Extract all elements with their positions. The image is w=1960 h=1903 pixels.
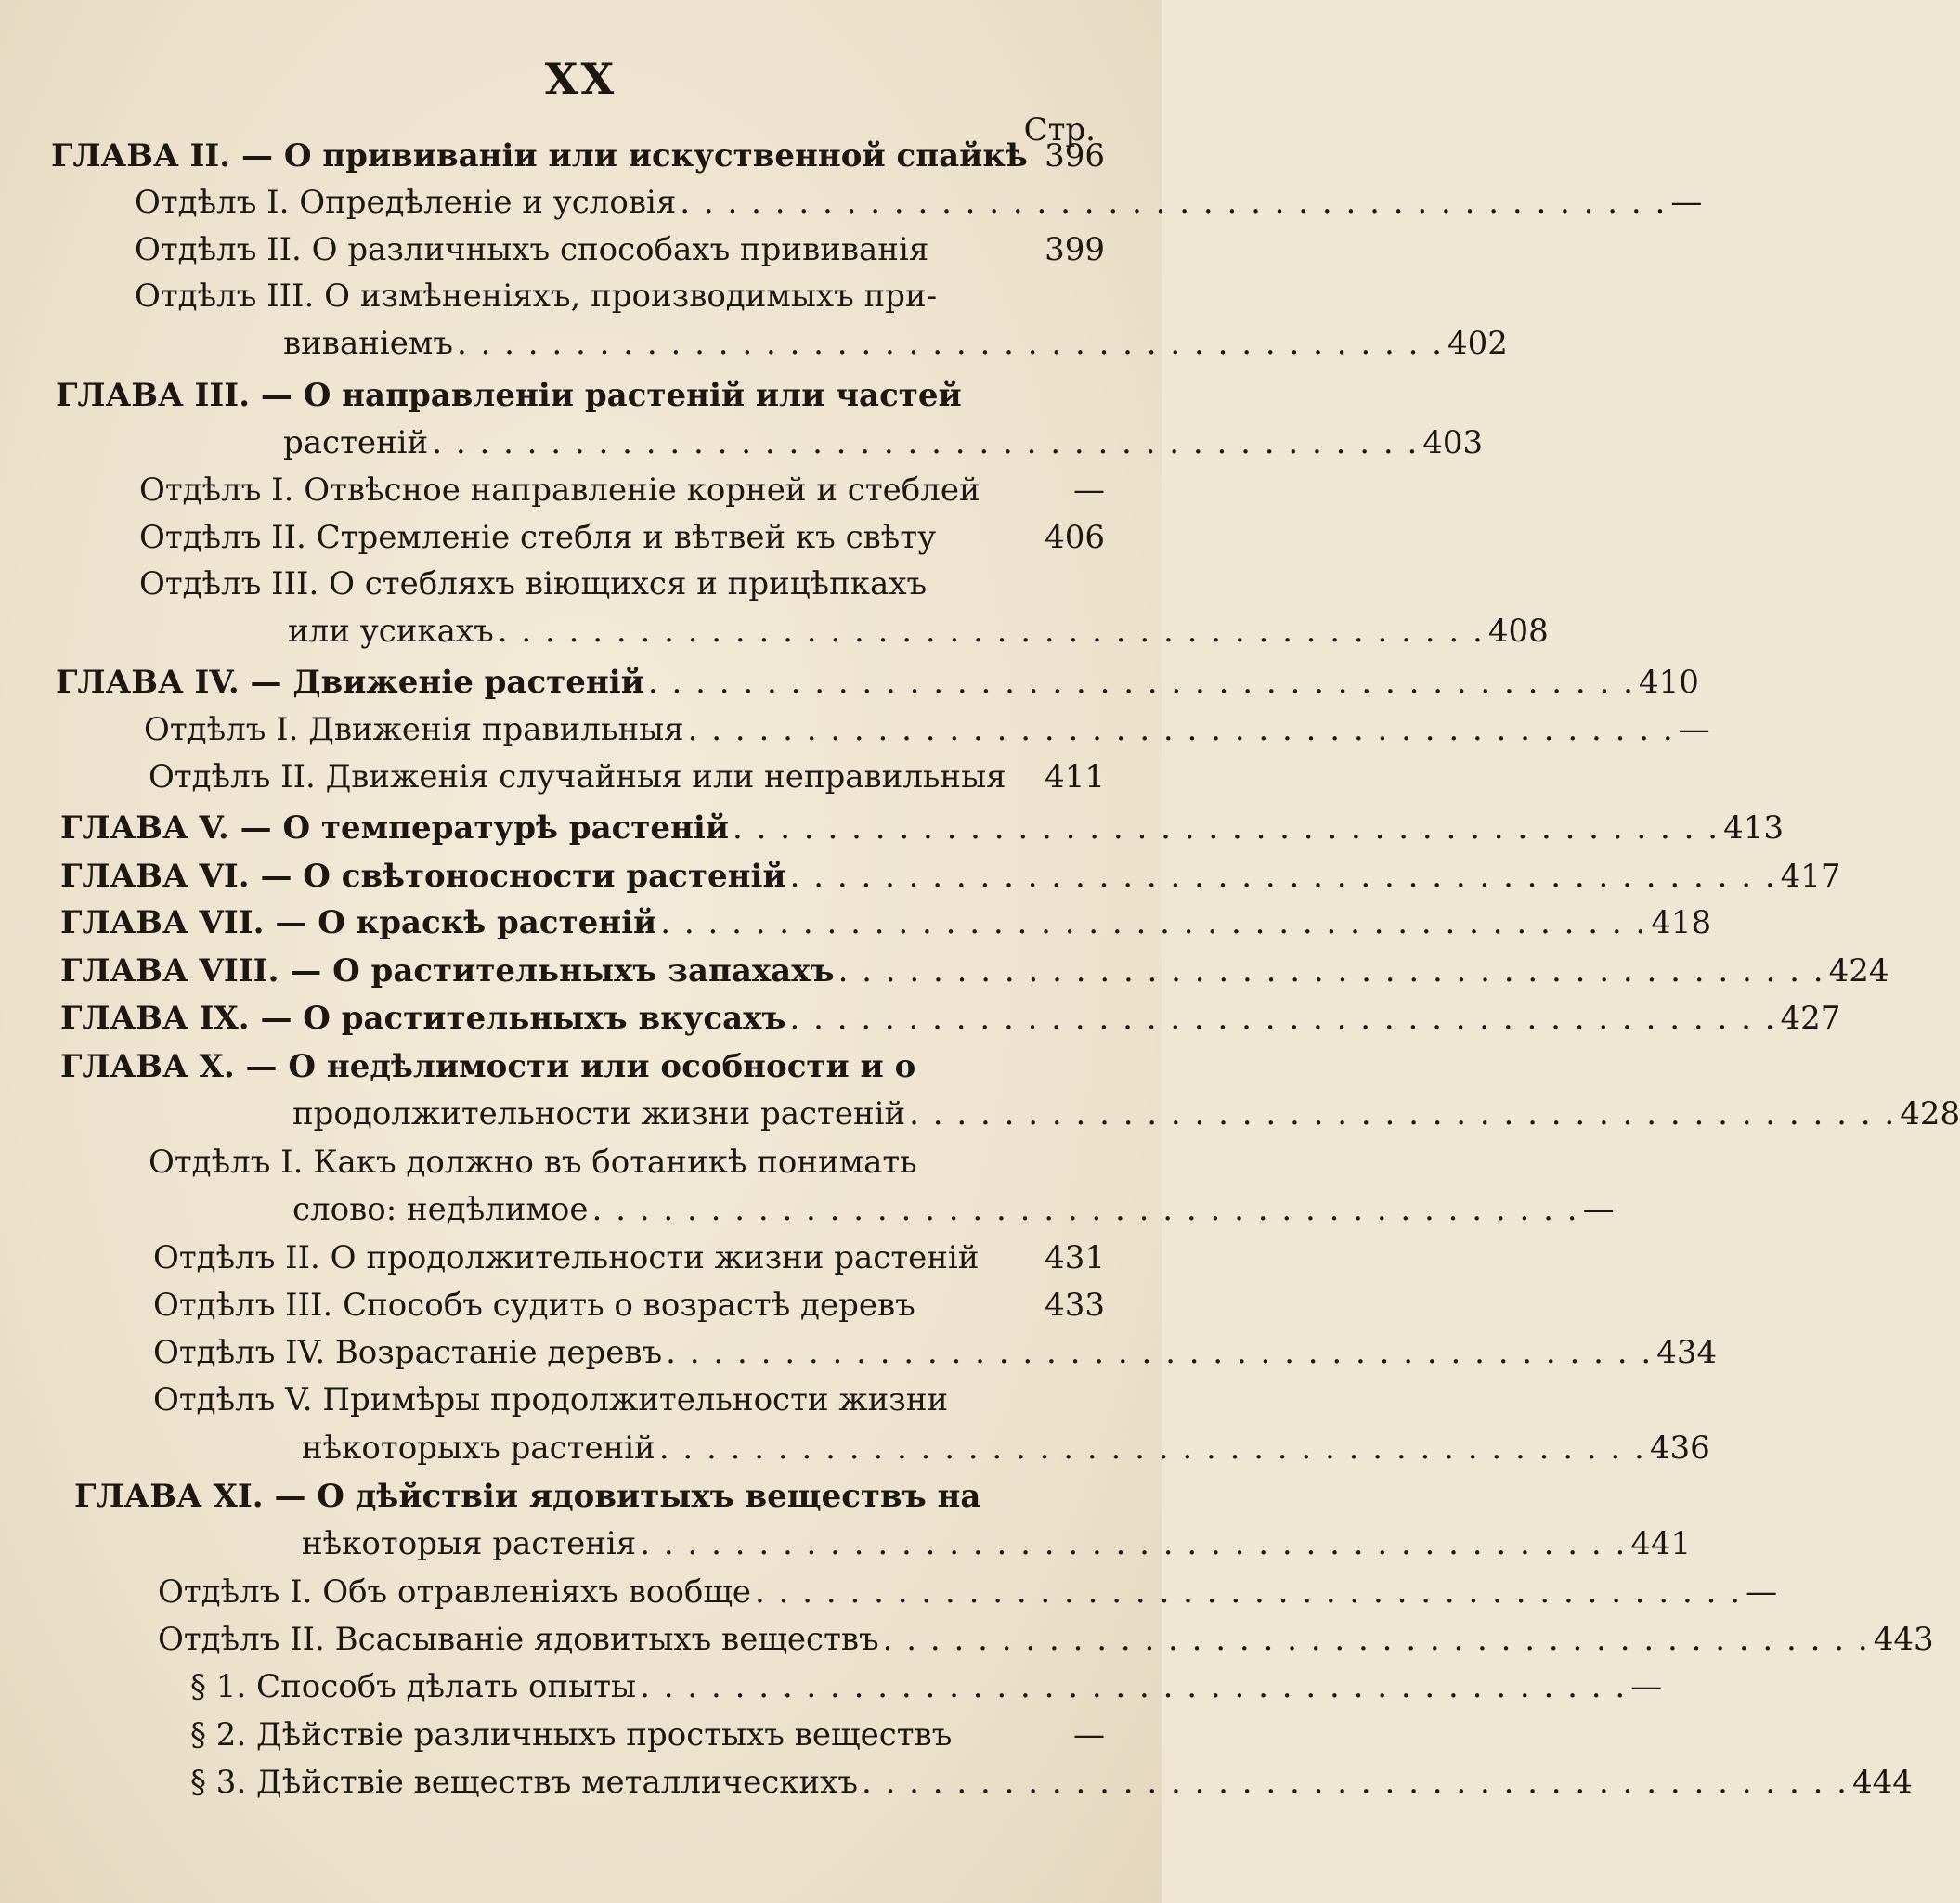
toc-entry-title: Отдѣлъ IV. Возрастаніе деревъ	[153, 1334, 663, 1371]
toc-entry-title: ГЛАВА IV. — Движеніе растеній	[56, 664, 644, 701]
toc-entry	[60, 997, 1841, 1040]
toc-entry-title: Отдѣлъ II. Стремленіе стебля и вѣтвей къ свѣту	[139, 519, 937, 556]
toc-entry-title: слово: недѣлимое	[292, 1191, 589, 1228]
toc-entry	[139, 469, 1105, 511]
toc-entry	[135, 228, 1105, 271]
toc-entry	[190, 1714, 1105, 1756]
dot-leader: . . . . . . . . . . . . . . . . . . . . . . . . . . . . . . . . . . . . . . . . . .	[837, 952, 1825, 990]
toc-entry-page: 436	[1649, 1430, 1710, 1467]
toc-entry-title: нѣкоторыя растенія	[302, 1525, 637, 1562]
toc-entry	[190, 1761, 1913, 1804]
toc-entry-title: ГЛАВА V. — О температурѣ растеній	[60, 809, 730, 847]
toc-entry	[190, 1665, 1663, 1708]
toc-entry-title: Отдѣлъ II. Всасываніе ядовитыхъ веществъ	[158, 1621, 879, 1658]
toc-entry	[135, 275, 1105, 317]
toc-entry-page: 403	[1422, 424, 1484, 461]
toc-entry-page: 441	[1630, 1525, 1692, 1562]
toc-entry-title: Отдѣлъ I. Движенія правильныя	[144, 711, 684, 748]
toc-entry	[288, 610, 1549, 653]
toc-entry-title: Отдѣлъ III. Способъ судить о возрастѣ деревъ	[153, 1287, 915, 1324]
dot-leader: . . . . . . . . . . . . . . . . . . . . . . . . . . . . . . . . . . . . . . . . . .	[497, 613, 1485, 650]
toc-entry-title: § 2. Дѣйствіе различныхъ простыхъ веществъ	[190, 1716, 953, 1754]
toc-entry-title: Отдѣлъ I. Отвѣсное направленіе корней и стеблей	[139, 472, 980, 509]
dot-leader: . . . . . . . . . . . . . . . . . . . . . . . . . . . . . . . . . . . . . . . . . .	[789, 1000, 1777, 1037]
toc-entry-title: продолжительности жизни растеній	[292, 1095, 906, 1133]
toc-entry-page: —	[1073, 1716, 1105, 1754]
dot-leader: . . . . . . . . . . . . . . . . . . . . . . . . . . . . . . . . . . . . . . . . . .	[733, 809, 1720, 847]
dot-leader: . . . . . . . . . . . . . . . . . . . . . . . . . . . . . . . . . . . . . . . . . .	[687, 711, 1675, 748]
dot-leader: . . . . . . . . . . . . . . . . . . . . . . . . . . . . . . . . . . . . . . . . . .	[755, 1573, 1743, 1611]
toc-entry-page: 434	[1656, 1334, 1718, 1371]
toc-entry-page: —	[1630, 1668, 1663, 1705]
toc-entry-title: растеній	[283, 424, 429, 461]
toc-entry-title: Отдѣлъ II. О продолжительности жизни растеній	[153, 1239, 980, 1276]
dot-leader: . . . . . . . . . . . . . . . . . . . . . . . . . . . . . . . . . . . . . . . . . .	[666, 1334, 1654, 1371]
dot-leader: . . . . . . . . . . . . . . . . . . . . . . . . . . . . . . . . . . . . . . . . . .	[591, 1191, 1579, 1228]
toc-entry	[51, 135, 1105, 177]
toc-entry-title: Отдѣлъ V. Примѣры продолжительности жизни	[153, 1381, 949, 1418]
toc-entry	[56, 661, 1699, 704]
toc-entry-page: 444	[1852, 1764, 1913, 1801]
toc-entry-page: 431	[1045, 1239, 1105, 1276]
toc-entry	[153, 1379, 1105, 1421]
toc-entry	[60, 855, 1841, 898]
toc-entry	[139, 516, 1105, 559]
toc-entry	[149, 756, 1105, 798]
toc-entry-title: Отдѣлъ I. Опредѣленіе и условія	[135, 184, 677, 221]
toc-entry	[283, 322, 1508, 365]
toc-entry-page: 399	[1045, 231, 1105, 268]
toc-entry	[135, 181, 1703, 224]
toc-entry-page: 406	[1045, 519, 1105, 556]
toc-entry-page: 413	[1723, 809, 1784, 847]
toc-entry	[153, 1284, 1105, 1327]
toc-entry-title: § 1. Способъ дѣлать опыты	[190, 1668, 637, 1705]
toc-entry-title: ГЛАВА VIII. — О растительныхъ запахахъ	[60, 952, 835, 990]
toc-entry	[60, 807, 1784, 849]
toc-entry-page: 428	[1900, 1095, 1960, 1133]
dot-leader: . . . . . . . . . . . . . . . . . . . . . . . . . . . . . . . . . . . . . . . . . .	[647, 664, 1635, 701]
toc-entry-page: —	[1582, 1191, 1615, 1228]
toc-entry-title: Отдѣлъ II. Движенія случайныя или неправильныя	[149, 758, 1006, 796]
toc-entry	[158, 1618, 1934, 1661]
toc-entry-page: 411	[1045, 758, 1105, 796]
toc-entry-page: 402	[1447, 325, 1508, 362]
toc-entry-title: ГЛАВА III. — О направленіи растеній или частей	[56, 377, 962, 414]
toc-entry-page: —	[1678, 711, 1710, 748]
toc-entry-title: Отдѣлъ III. О стебляхъ віющихся и прицѣпкахъ	[139, 565, 928, 602]
toc-entry-page: 408	[1487, 613, 1549, 650]
dot-leader: . . . . . . . . . . . . . . . . . . . . . . . . . . . . . . . . . . . . . . . . . .	[680, 184, 1668, 221]
toc-entry-page: 424	[1828, 952, 1889, 990]
toc-entry	[283, 421, 1484, 464]
dot-leader: . . . . . . . . . . . . . . . . . . . . . . . . . . . . . . . . . . . . . . . . . .	[640, 1668, 1628, 1705]
toc-entry-page: 396	[1045, 137, 1105, 175]
toc-entry-title: ГЛАВА X. — О недѣлимости или особности и о	[60, 1048, 916, 1085]
dot-leader: . . . . . . . . . . . . . . . . . . . . . . . . . . . . . . . . . . . . . . . . . .	[909, 1095, 1897, 1133]
toc-entry-page: 417	[1780, 858, 1841, 895]
toc-entry-page: 427	[1780, 1000, 1841, 1037]
toc-entry-title: ГЛАВА II. — О прививаніи или искуственной спайкѣ	[51, 137, 1028, 175]
dot-leader: . . . . . . . . . . . . . . . . . . . . . . . . . . . . . . . . . . . . . . . . . .	[640, 1525, 1628, 1562]
toc-entry-title: или усикахъ	[288, 613, 494, 650]
toc-entry	[56, 374, 1105, 417]
toc-entry	[60, 1045, 1105, 1088]
dot-leader: . . . . . . . . . . . . . . . . . . . . . . . . . . . . . . . . . . . . . . . . . .	[789, 858, 1777, 895]
toc-entry	[153, 1331, 1718, 1374]
toc-entry-title: § 3. Дѣйствіе веществъ металлическихъ	[190, 1764, 858, 1801]
toc-entry	[74, 1475, 1105, 1518]
toc-entry	[153, 1236, 1105, 1279]
toc-entry-page: —	[1073, 472, 1105, 509]
toc-entry-title: вивaніемъ	[283, 325, 453, 362]
toc-entry-page: 418	[1651, 904, 1712, 941]
toc-entry-title: Отдѣлъ I. Какъ должно въ ботаникѣ понимать	[149, 1144, 917, 1181]
toc-entry	[292, 1188, 1615, 1231]
toc-entry-title: ГЛАВА VII. — О краскѣ растеній	[60, 904, 657, 941]
dot-leader: . . . . . . . . . . . . . . . . . . . . . . . . . . . . . . . . . . . . . . . . . .	[660, 904, 1648, 941]
toc-entry	[139, 563, 1105, 605]
toc-entry-title: Отдѣлъ II. О различныхъ способахъ прививанія	[135, 231, 929, 268]
toc-entry-title: нѣкоторыхъ растеній	[302, 1430, 655, 1467]
toc-entry	[158, 1571, 1778, 1613]
toc-entry	[302, 1427, 1710, 1469]
toc-entry-title: Отдѣлъ I. Объ отравленіяхъ вообще	[158, 1573, 752, 1611]
toc-entry-page: 433	[1045, 1287, 1105, 1324]
toc-entry-page: 443	[1873, 1621, 1934, 1658]
toc-entry-title: ГЛАВА XI. — О дѣйствіи ядовитыхъ веществъ на	[74, 1478, 981, 1515]
toc-entry-page: —	[1670, 184, 1703, 221]
toc-entry	[60, 950, 1889, 992]
page-number-header: XX	[544, 54, 617, 104]
toc-entry	[292, 1093, 1960, 1135]
toc-entry-page: 410	[1638, 664, 1699, 701]
toc-entry	[149, 1141, 1105, 1184]
toc-entry-title: ГЛАВА VI. — О свѣтоносности растеній	[60, 858, 786, 895]
toc-entry	[60, 901, 1712, 944]
toc-entry-title: ГЛАВА IX. — О растительныхъ вкусахъ	[60, 1000, 786, 1037]
dot-leader: . . . . . . . . . . . . . . . . . . . . . . . . . . . . . . . . . . . . . . . . . .	[432, 424, 1420, 461]
page-column-heading: Стр.	[1023, 111, 1096, 149]
toc-entry-page: —	[1746, 1573, 1778, 1611]
dot-leader: . . . . . . . . . . . . . . . . . . . . . . . . . . . . . . . . . . . . . . . . . .	[882, 1621, 1870, 1658]
toc-entry	[144, 708, 1710, 751]
toc-entry	[302, 1522, 1692, 1565]
dot-leader: . . . . . . . . . . . . . . . . . . . . . . . . . . . . . . . . . . . . . . . . . .	[456, 325, 1444, 362]
toc-entry-title: Отдѣлъ III. О измѣненіяхъ, производимыхъ при-	[135, 278, 938, 315]
dot-leader: . . . . . . . . . . . . . . . . . . . . . . . . . . . . . . . . . . . . . . . . . .	[658, 1430, 1646, 1467]
dot-leader: . . . . . . . . . . . . . . . . . . . . . . . . . . . . . . . . . . . . . . . . . .	[861, 1764, 1849, 1801]
